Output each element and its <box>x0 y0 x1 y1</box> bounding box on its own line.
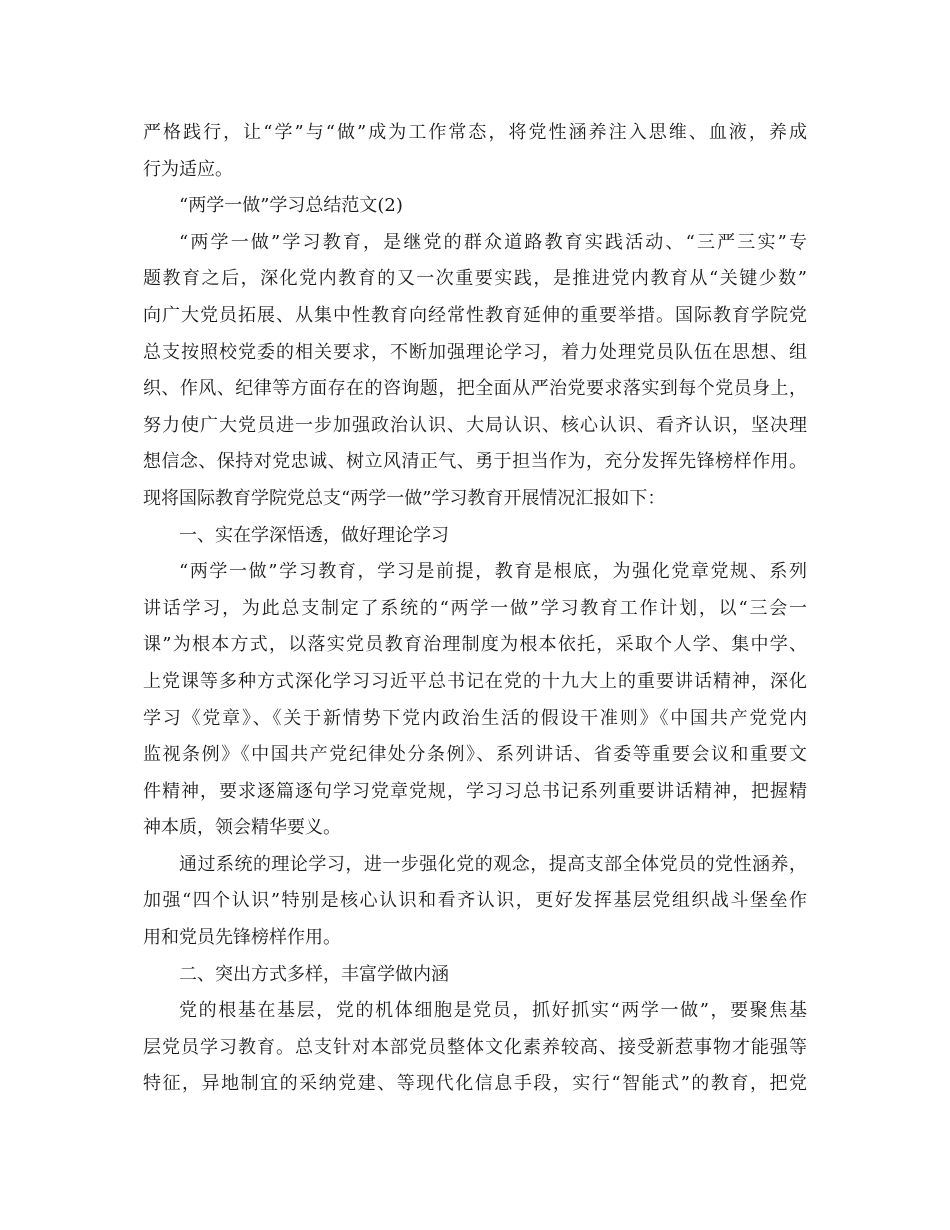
text-line: 现将国际教育学院党总支“两学一做”学习教育开展情况汇报如下： <box>143 487 666 509</box>
text-line: “两学一做”学习教育，学习是前提，教育是根底，为强化党章党规、系列 <box>179 561 807 583</box>
text-line: 党的根基在基层，党的机体细胞是党员，抓好抓实“两学一做”，要聚焦基 <box>179 1000 807 1022</box>
paragraph-body-4 <box>143 993 807 1103</box>
text-line: 题教育之后，深化党内教育的又一次重要实践，是推进党内教育从“关键少数” <box>143 268 807 290</box>
text-line: 件精神，要求逐篇逐句学习党章党规，学习习总书记系列重要讲话精神，把握精 <box>143 780 807 802</box>
text-line: 通过系统的理论学习，进一步强化党的观念，提高支部全体党员的党性涵养， <box>179 853 807 875</box>
text-line: 用和党员先锋榜样作用。 <box>143 927 341 949</box>
text-line: 监视条例》《中国共产党纪律处分条例》、系列讲话、省委等重要会议和重要文 <box>143 744 807 766</box>
text-line: 特征，异地制宜的采纳党建、等现代化信息手段，实行“智能式”的教育，把党 <box>143 1073 807 1095</box>
document-page <box>143 115 807 1103</box>
text-line: 织、作风、纪律等方面存在的咨询题，把全面从严治党要求落实到每个党员身上， <box>143 378 807 400</box>
text-line: 上党课等多种方式深化学习习近平总书记在党的十九大上的重要讲话精神，深化 <box>143 670 807 692</box>
paragraph-body-1 <box>143 225 807 518</box>
section-heading-2 <box>143 957 807 994</box>
text-line: 课”为根本方式，以落实党员教育治理制度为根本依托，采取个人学、集中学、 <box>143 634 807 656</box>
section-heading-1 <box>143 518 807 555</box>
section-title <box>143 188 807 225</box>
text-line: 总支按照校党委的相关要求，不断加强理论学习，着力处理党员队伍在思想、组 <box>143 341 807 363</box>
text-line: 严格践行，让“学”与“做”成为工作常态，将党性涵养注入思维、血液，养成 <box>143 122 807 143</box>
text-line: 二、突出方式多样，丰富学做内涵 <box>179 963 449 985</box>
text-line: 加强“四个认识”特别是核心认识和看齐认识，更好发挥基层党组织战斗堡垒作 <box>143 890 807 912</box>
text-line: 向广大党员拓展、从集中性教育向经常性教育延伸的重要举措。国际教育学院党 <box>143 304 807 326</box>
text-line: 神本质，领会精华要义。 <box>143 817 341 839</box>
paragraph-body-3 <box>143 847 807 957</box>
paragraph-intro-end <box>143 115 807 188</box>
text-line: 想信念、保持对党忠诚、树立风清正气、勇于担当作为，充分发挥先锋榜样作用。 <box>143 451 807 473</box>
text-line: 行为适应。 <box>143 158 233 180</box>
text-line: 努力使广大党员进一步加强政治认识、大局认识、核心认识、看齐认识，坚决理 <box>143 414 807 436</box>
text-line: 层党员学习教育。总支针对本部党员整体文化素养较高、接受新惹事物才能强等 <box>143 1036 807 1058</box>
text-line: “两学一做”学习总结范文(2) <box>179 195 403 217</box>
text-line: 学习《党章》、《关于新情势下党内政治生活的假设干准则》《中国共产党党内 <box>143 707 807 729</box>
text-line: “两学一做”学习教育，是继党的群众道路教育实践活动、“三严三实”专 <box>179 231 807 253</box>
text-line: 一、实在学深悟透，做好理论学习 <box>179 524 449 546</box>
paragraph-body-2 <box>143 554 807 847</box>
text-line: 讲话学习，为此总支制定了系统的“两学一做”学习教育工作计划，以“三会一 <box>143 597 807 619</box>
